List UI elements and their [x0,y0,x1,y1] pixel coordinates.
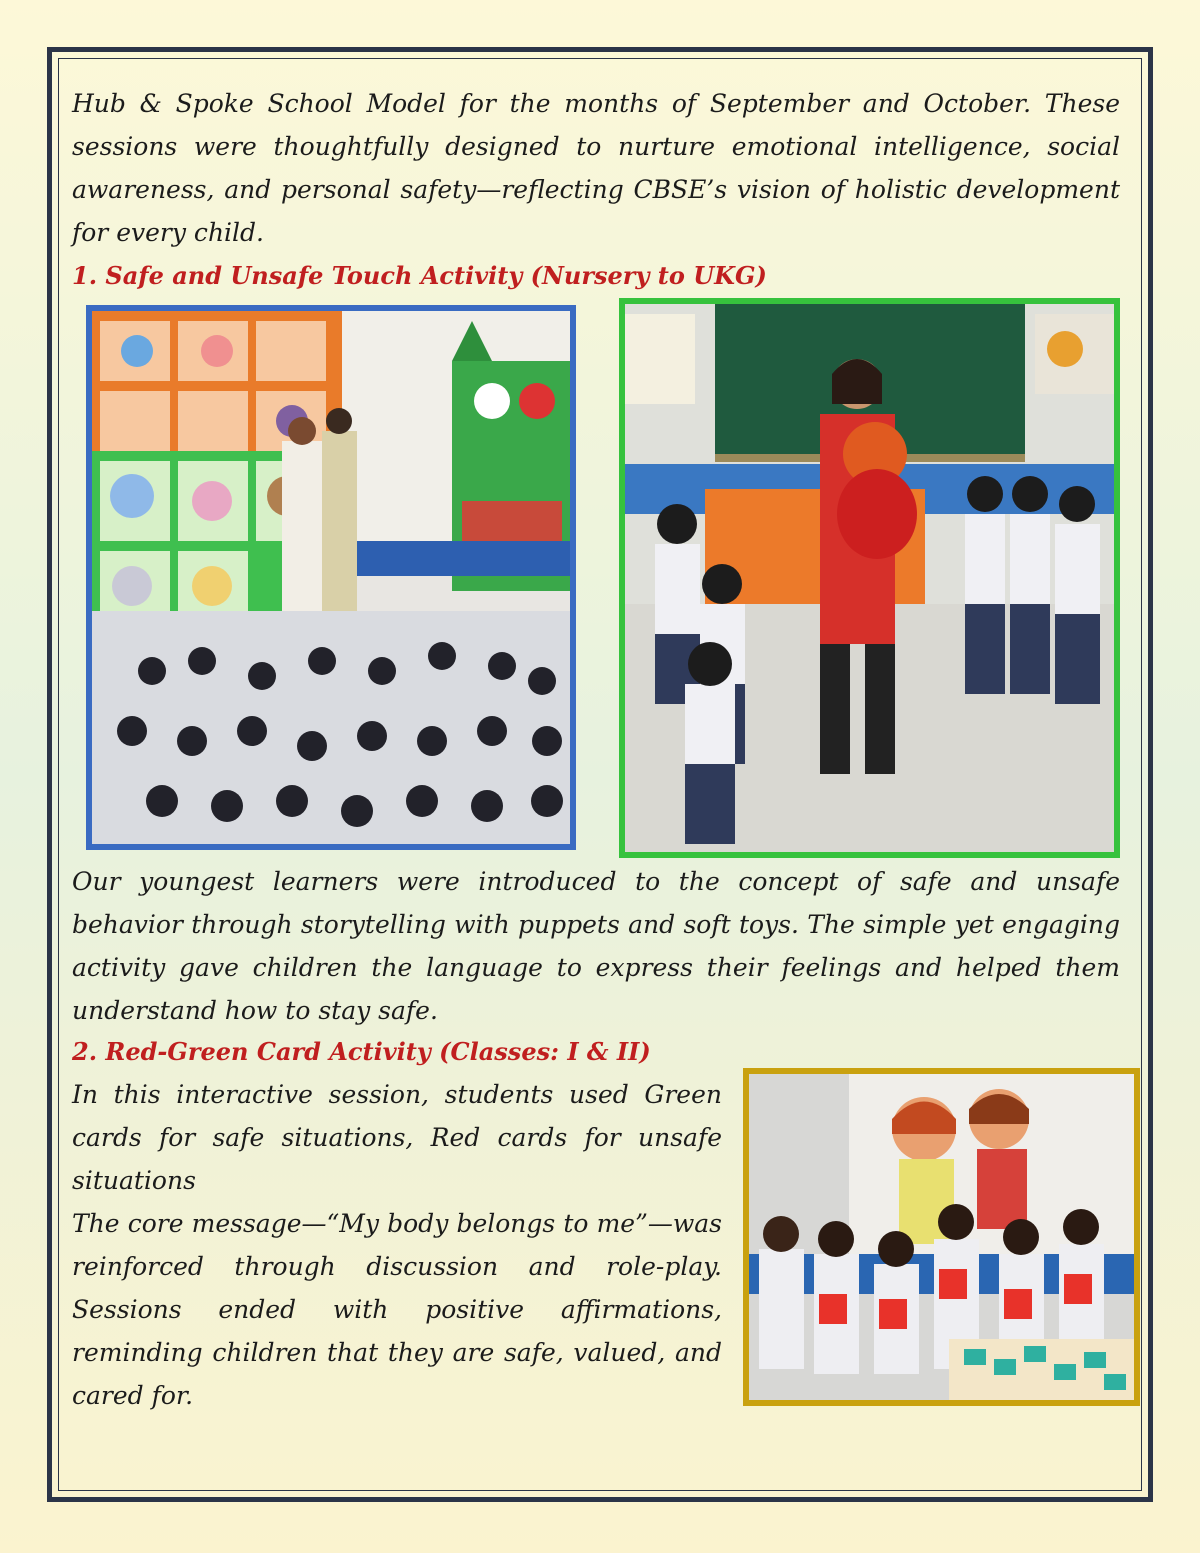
top-content [72,82,1120,297]
intro-paragraph: Hub & Spoke School Model for the months of September and October. These sessions were thoughtfully designed to nurture emotional intelligence, social awareness, and personal safety—reflecting CBSE’s vision of holistic development for every child. [72,89,1120,247]
section2-paragraph-2: The core message—“My body belongs to me”—was reinforced through discussion and role-play. Sessions ended with positive affirmations, reminding children that they are safe, valued, and cared for. [72,1209,722,1410]
photo-teacher-with-puppet [619,298,1120,858]
section2-heading: 2. Red-Green Card Activity (Classes: I & II) [72,1037,651,1066]
photo-red-green-cards [743,1068,1140,1406]
section1-body: Our youngest learners were introduced to the concept of safe and unsafe behavior through storytelling with puppets and soft toys. The simple yet engaging activity gave children the language to express their feelings and helped them understand how to stay safe. [72,867,1120,1025]
section2-body [72,1073,722,1417]
section2-paragraph-1: In this interactive session, students used Green cards for safe situations, Red cards for unsafe situations [72,1080,722,1195]
photo-storytelling-toys [86,305,576,850]
section1-heading: 1. Safe and Unsafe Touch Activity (Nursery to UKG) [72,261,767,290]
